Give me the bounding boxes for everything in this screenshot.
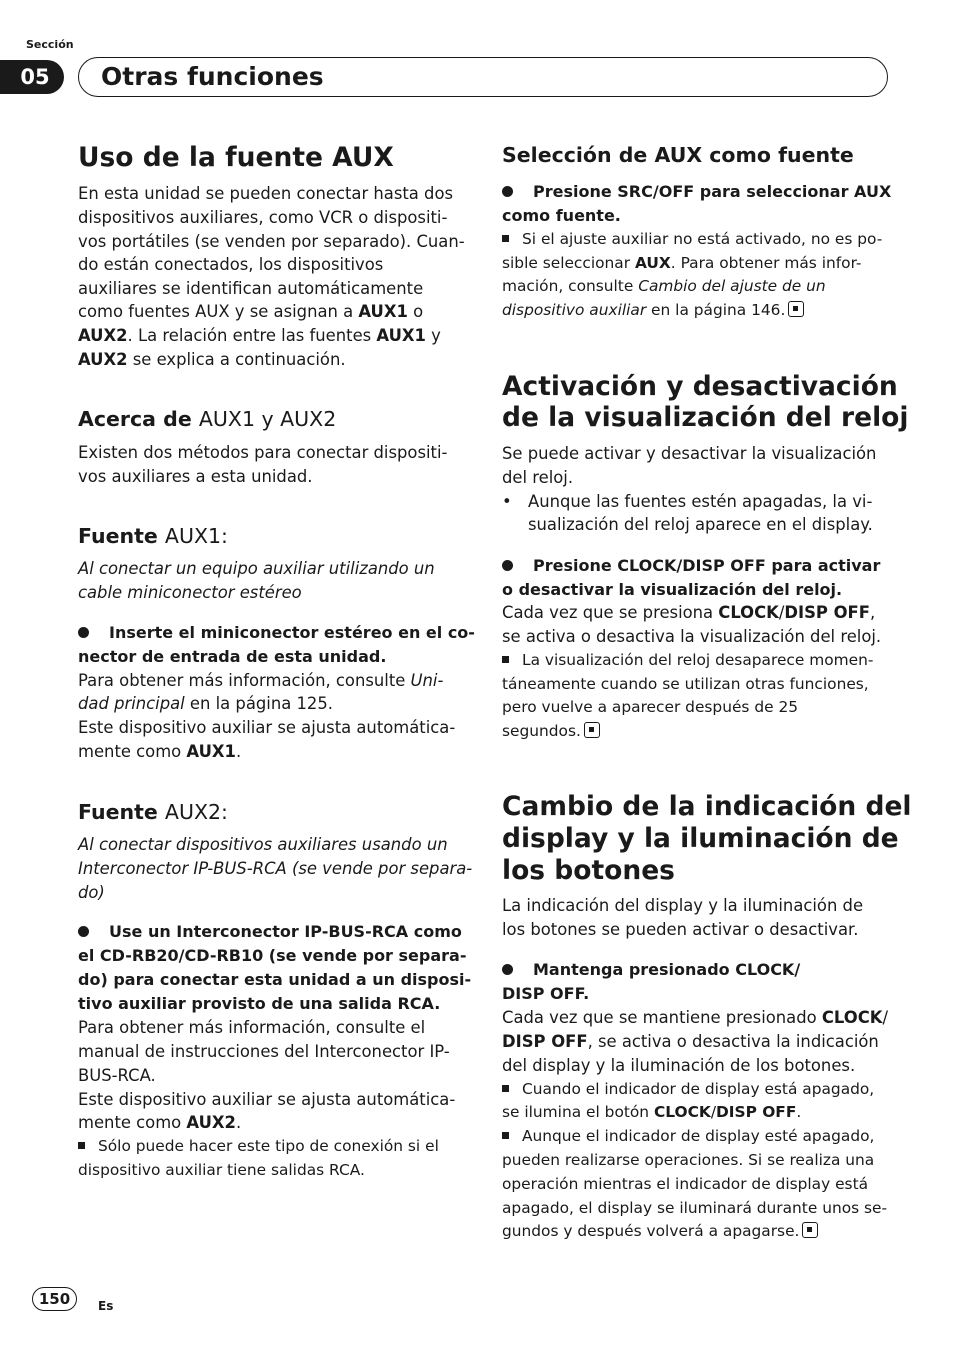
aux1-instruction: nector de entrada de esta unidad. xyxy=(78,647,387,666)
aux1-instruction: Inserte el miniconector estéreo en el co- xyxy=(78,621,475,645)
section-title: Otras funciones xyxy=(101,62,324,91)
heading-aux1: Fuente AUX1: xyxy=(78,524,228,548)
clock-dot-item: sualización del reloj aparece en el display. xyxy=(528,515,873,534)
clock-instruction: o desactivar la visualización del reloj. xyxy=(502,580,843,599)
display-note: operación mientras el indicador de display está xyxy=(502,1175,869,1193)
intro-line: En esta unidad se pueden conectar hasta dos xyxy=(78,184,454,203)
display-note: se ilumina el botón CLOCK/DISP OFF. xyxy=(502,1103,802,1121)
clock-note: táneamente cuando se utilizan otras funciones, xyxy=(502,675,869,693)
clock-instruction: Presione CLOCK/DISP OFF para activar xyxy=(502,554,880,578)
aux2-ref-line: Para obtener más información, consulte el xyxy=(78,1018,426,1037)
bullet-icon xyxy=(78,627,89,638)
display-instruction: DISP OFF. xyxy=(502,984,590,1003)
display-text-line: Cada vez que se mantiene presionado CLOCK/ xyxy=(502,1008,888,1027)
aux-select-note: dispositivo auxiliar en la página 146. xyxy=(502,299,804,323)
aux2-ref-line: manual de instrucciones del Interconector IP- xyxy=(78,1042,450,1061)
aux2-note-line: dispositivo auxiliar tiene salidas RCA. xyxy=(78,1161,365,1179)
display-instruction: Mantenga presionado CLOCK/ xyxy=(502,958,800,982)
display-text-line: La indicación del display y la iluminación de xyxy=(502,896,864,915)
aux2-instruction: el CD-RB20/CD-RB10 (se vende por separa- xyxy=(78,946,467,965)
aux2-set-line: mente como AUX2. xyxy=(78,1113,242,1132)
aux1-ref-line: dad principal en la página 125. xyxy=(78,694,333,713)
heading-clock: Activación y desactivación xyxy=(502,371,898,402)
aux2-italic-line: do) xyxy=(78,883,105,902)
aux2-instruction: tivo auxiliar provisto de una salida RCA. xyxy=(78,994,441,1013)
language-code: Es xyxy=(98,1299,114,1313)
display-text-line: los botones se pueden activar o desactivar. xyxy=(502,920,859,939)
heading-display: display y la iluminación de xyxy=(502,823,899,854)
section-number-badge: 05 xyxy=(0,60,64,94)
aux2-instruction: Use un Interconector IP-BUS-RCA como xyxy=(78,920,462,944)
note-square-icon xyxy=(502,1085,509,1092)
bullet-icon xyxy=(502,560,513,571)
intro-line: auxiliares se identifican automáticamente xyxy=(78,279,424,298)
aux2-italic-line: Al conectar dispositivos auxiliares usando un xyxy=(78,835,448,854)
end-mark-icon xyxy=(788,301,804,317)
clock-note: La visualización del reloj desaparece momen- xyxy=(502,649,873,673)
clock-note: segundos. xyxy=(502,720,600,744)
end-mark-icon xyxy=(584,722,600,738)
heading-display: Cambio de la indicación del xyxy=(502,791,912,822)
intro-line: AUX2 se explica a continuación. xyxy=(78,350,346,369)
about-line: Existen dos métodos para conectar dispositi- xyxy=(78,443,448,462)
clock-note: pero vuelve a aparecer después de 25 xyxy=(502,698,799,716)
aux2-note-line: Sólo puede hacer este tipo de conexión si el xyxy=(78,1135,439,1159)
display-text-line: del display y la iluminación de los botones. xyxy=(502,1056,856,1075)
display-text-line: DISP OFF, se activa o desactiva la indicación xyxy=(502,1032,879,1051)
aux1-set-line: Este dispositivo auxiliar se ajusta automática- xyxy=(78,718,456,737)
clock-text-line: se activa o desactiva la visualización del reloj. xyxy=(502,627,882,646)
aux2-set-line: Este dispositivo auxiliar se ajusta automática- xyxy=(78,1090,456,1109)
bullet-icon xyxy=(502,186,513,197)
intro-line: como fuentes AUX y se asignan a AUX1 o xyxy=(78,302,424,321)
intro-line: dispositivos auxiliares, como VCR o dispositi- xyxy=(78,208,448,227)
clock-text-line: Cada vez que se presiona CLOCK/DISP OFF, xyxy=(502,603,876,622)
clock-text-line: Se puede activar y desactivar la visualización xyxy=(502,444,877,463)
section-label: Sección xyxy=(26,38,74,51)
note-square-icon xyxy=(502,1132,509,1139)
note-square-icon xyxy=(502,235,509,242)
about-line: vos auxiliares a esta unidad. xyxy=(78,467,313,486)
aux-select-instruction: Presione SRC/OFF para seleccionar AUX xyxy=(502,180,891,204)
aux2-instruction: do) para conectar esta unidad a un disposi- xyxy=(78,970,472,989)
display-note: Cuando el indicador de display está apagado, xyxy=(502,1078,874,1102)
display-note: gundos y después volverá a apagarse. xyxy=(502,1220,818,1244)
aux-select-instruction: como fuente. xyxy=(502,206,621,225)
clock-text-line: del reloj. xyxy=(502,468,574,487)
aux-select-note: sible seleccionar AUX. Para obtener más infor- xyxy=(502,254,862,272)
aux1-ref-line: Para obtener más información, consulte Uni- xyxy=(78,671,444,690)
heading-aux-source: Uso de la fuente AUX xyxy=(78,142,394,173)
display-note: apagado, el display se iluminará durante unos se- xyxy=(502,1199,888,1217)
note-square-icon xyxy=(78,1142,85,1149)
intro-line: AUX2. La relación entre las fuentes AUX1 y xyxy=(78,326,441,345)
end-mark-icon xyxy=(802,1222,818,1238)
heading-clock: de la visualización del reloj xyxy=(502,402,909,433)
aux1-italic-line: Al conectar un equipo auxiliar utilizando un xyxy=(78,559,435,578)
heading-aux2: Fuente AUX2: xyxy=(78,800,228,824)
heading-display: los botones xyxy=(502,855,675,886)
display-note: Aunque el indicador de display esté apagado, xyxy=(502,1125,874,1149)
intro-line: do están conectados, los dispositivos xyxy=(78,255,384,274)
aux1-set-line: mente como AUX1. xyxy=(78,742,242,761)
display-note: pueden realizarse operaciones. Si se realiza una xyxy=(502,1151,875,1169)
note-square-icon xyxy=(502,656,509,663)
bullet-icon xyxy=(502,964,513,975)
clock-dot-item: • Aunque las fuentes estén apagadas, la vi- xyxy=(502,492,873,511)
aux2-italic-line: Interconector IP-BUS-RCA (se vende por separa- xyxy=(78,859,473,878)
aux-select-note: mación, consulte Cambio del ajuste de un xyxy=(502,277,826,295)
section-title-bar xyxy=(78,57,888,97)
heading-aux-select: Selección de AUX como fuente xyxy=(502,143,854,167)
bullet-icon xyxy=(78,926,89,937)
page-number: 150 xyxy=(32,1287,77,1311)
aux2-ref-line: BUS-RCA. xyxy=(78,1066,156,1085)
heading-about-aux: Acerca de AUX1 y AUX2 xyxy=(78,407,337,431)
aux1-italic-line: cable miniconector estéreo xyxy=(78,583,302,602)
aux-select-note: Si el ajuste auxiliar no está activado, no es po- xyxy=(502,228,882,252)
intro-line: vos portátiles (se venden por separado). Cuan- xyxy=(78,232,465,251)
